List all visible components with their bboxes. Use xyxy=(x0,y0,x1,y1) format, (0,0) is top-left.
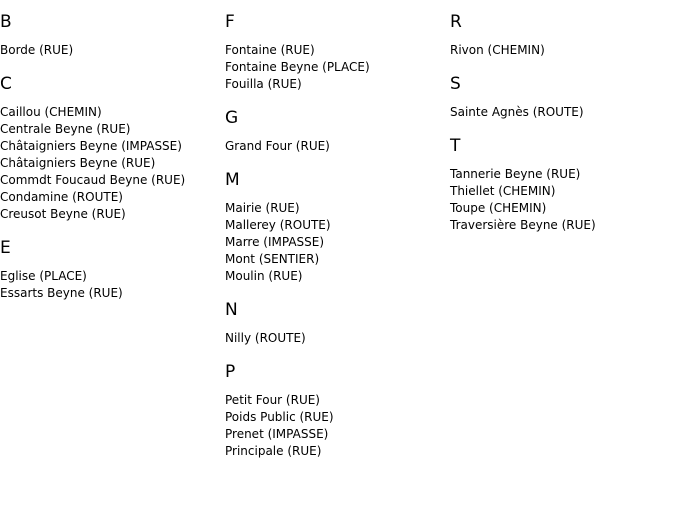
street-item[interactable]: Mont (SENTIER) xyxy=(225,252,320,266)
letter-heading-m: M xyxy=(225,170,240,190)
letter-heading-n: N xyxy=(225,300,238,320)
street-item[interactable]: Grand Four (RUE) xyxy=(225,139,330,153)
street-list-r xyxy=(450,42,674,59)
letter-group-m xyxy=(225,170,449,285)
street-list-m xyxy=(225,200,449,285)
street-item[interactable]: Mallerey (ROUTE) xyxy=(225,218,331,232)
street-item[interactable]: Essarts Beyne (RUE) xyxy=(0,286,123,300)
street-item[interactable]: Caillou (CHEMIN) xyxy=(0,105,102,119)
street-item[interactable]: Fouilla (RUE) xyxy=(225,77,302,91)
street-item[interactable]: Creusot Beyne (RUE) xyxy=(0,207,126,221)
street-list-c xyxy=(0,104,224,223)
street-item[interactable]: Fontaine Beyne (PLACE) xyxy=(225,60,370,74)
street-item[interactable]: Fontaine (RUE) xyxy=(225,43,315,57)
letter-heading-p: P xyxy=(225,362,236,382)
street-item[interactable]: Petit Four (RUE) xyxy=(225,393,320,407)
letter-heading-e: E xyxy=(0,238,11,258)
letter-group-g xyxy=(225,108,449,155)
letter-group-c xyxy=(0,74,224,223)
street-item[interactable]: Marre (IMPASSE) xyxy=(225,235,325,249)
letter-group-s xyxy=(450,74,674,121)
letter-group-f xyxy=(225,12,449,93)
street-item[interactable]: Eglise (PLACE) xyxy=(0,269,87,283)
street-item[interactable]: Borde (RUE) xyxy=(0,43,74,57)
letter-group-r xyxy=(450,12,674,59)
letter-heading-c: C xyxy=(0,74,12,94)
street-list-g xyxy=(225,138,449,155)
street-item[interactable]: Commdt Foucaud Beyne (RUE) xyxy=(0,173,186,187)
street-item[interactable]: Tannerie Beyne (RUE) xyxy=(450,167,581,181)
street-item[interactable]: Châtaigniers Beyne (IMPASSE) xyxy=(0,139,182,153)
index-column-2 xyxy=(225,0,449,475)
street-item[interactable]: Principale (RUE) xyxy=(225,444,322,458)
letter-group-p xyxy=(225,362,449,460)
street-item[interactable]: Rivon (CHEMIN) xyxy=(450,43,545,57)
street-item[interactable]: Châtaigniers Beyne (RUE) xyxy=(0,156,156,170)
street-list-t xyxy=(450,166,674,234)
letter-group-b xyxy=(0,12,224,59)
letter-heading-f: F xyxy=(225,12,235,32)
street-item[interactable]: Toupe (CHEMIN) xyxy=(450,201,547,215)
street-list-b xyxy=(0,42,224,59)
letter-heading-t: T xyxy=(450,136,461,156)
letter-group-e xyxy=(0,238,224,302)
index-column-3 xyxy=(450,0,674,249)
street-list-n xyxy=(225,330,449,347)
letter-group-t xyxy=(450,136,674,234)
street-list-s xyxy=(450,104,674,121)
street-item[interactable]: Prenet (IMPASSE) xyxy=(225,427,329,441)
street-list-p xyxy=(225,392,449,460)
street-item[interactable]: Moulin (RUE) xyxy=(225,269,303,283)
street-item[interactable]: Sainte Agnès (ROUTE) xyxy=(450,105,584,119)
street-item[interactable]: Condamine (ROUTE) xyxy=(0,190,123,204)
index-column-1 xyxy=(0,0,224,317)
letter-heading-g: G xyxy=(225,108,239,128)
letter-heading-r: R xyxy=(450,12,462,32)
letter-heading-s: S xyxy=(450,74,461,94)
street-item[interactable]: Traversière Beyne (RUE) xyxy=(450,218,596,232)
street-item[interactable]: Thiellet (CHEMIN) xyxy=(450,184,556,198)
street-item[interactable]: Nilly (ROUTE) xyxy=(225,331,306,345)
street-list-f xyxy=(225,42,449,93)
letter-heading-b: B xyxy=(0,12,12,32)
street-item[interactable]: Poids Public (RUE) xyxy=(225,410,334,424)
street-item[interactable]: Centrale Beyne (RUE) xyxy=(0,122,131,136)
street-list-e xyxy=(0,268,224,302)
letter-group-n xyxy=(225,300,449,347)
street-item[interactable]: Mairie (RUE) xyxy=(225,201,300,215)
